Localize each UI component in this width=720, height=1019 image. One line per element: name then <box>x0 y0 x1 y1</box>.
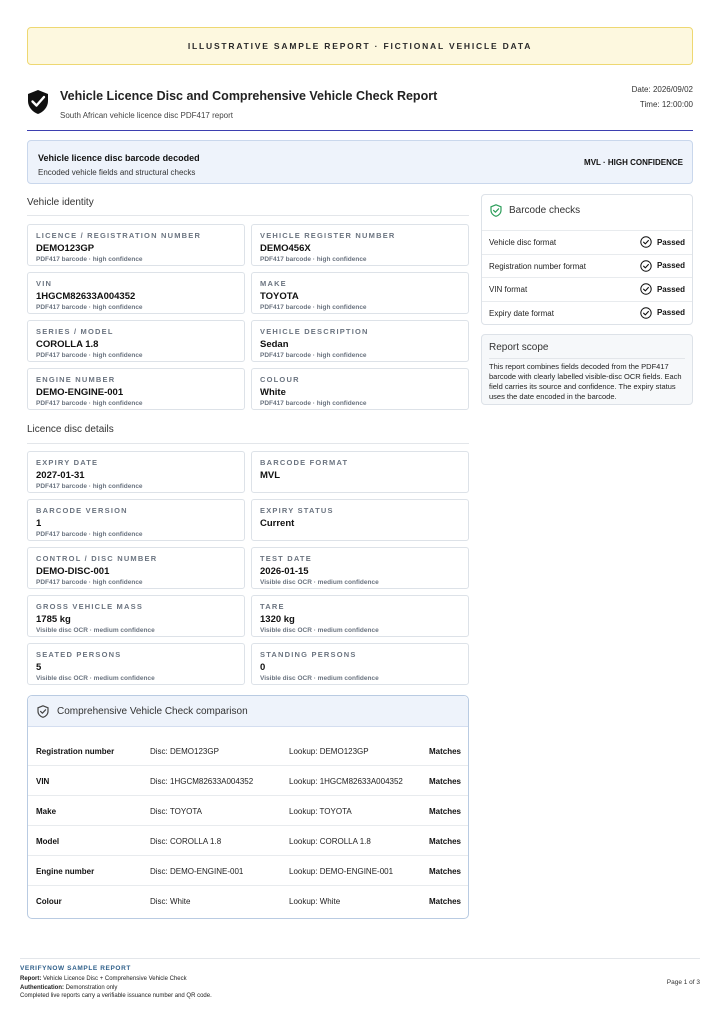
comparison-disc-value: Disc: DEMO123GP <box>150 747 219 756</box>
field-label: EXPIRY STATUS <box>260 506 334 515</box>
comparison-lookup-value: Lookup: White <box>289 897 341 906</box>
field-source: PDF417 barcode · high confidence <box>36 531 143 538</box>
check-result-text: Passed <box>656 237 685 247</box>
comparison-field: Registration number <box>36 747 115 756</box>
check-circle-icon <box>640 236 652 248</box>
page-title: Vehicle Licence Disc and Comprehensive Vehicle Check Report <box>60 89 438 103</box>
field-label: VEHICLE DESCRIPTION <box>260 327 369 336</box>
barcode-checks-panel <box>481 194 693 325</box>
section-title-vehicle-identity: Vehicle identity <box>27 197 94 208</box>
scope-divider <box>489 358 685 359</box>
page-number: Page 1 of 3 <box>666 979 700 986</box>
field-value: 1785 kg <box>36 614 71 625</box>
field-card <box>27 224 245 266</box>
comparison-lookup-value: Lookup: COROLLA 1.8 <box>289 837 371 846</box>
comparison-lookup-value: Lookup: TOYOTA <box>289 807 352 816</box>
field-source: PDF417 barcode · high confidence <box>36 256 143 263</box>
comparison-field: Model <box>36 837 60 846</box>
check-circle-icon <box>640 260 652 272</box>
field-label: SERIES / MODEL <box>36 327 114 336</box>
field-source: PDF417 barcode · high confidence <box>36 579 143 586</box>
field-value: DEMO-DISC-001 <box>36 566 110 577</box>
comparison-row <box>28 766 468 796</box>
comparison-field: Engine number <box>36 867 95 876</box>
shield-check-icon <box>37 705 49 718</box>
field-label: EXPIRY DATE <box>36 458 99 467</box>
comparison-row <box>28 856 468 886</box>
decoded-status-card <box>27 140 693 184</box>
comparison-result: Matches <box>428 747 461 756</box>
field-value: White <box>260 387 286 398</box>
field-label: BARCODE FORMAT <box>260 458 349 467</box>
comparison-field: VIN <box>36 777 50 786</box>
comparison-field: Make <box>36 807 57 816</box>
page-subtitle: South African vehicle licence disc PDF417 report <box>60 111 233 120</box>
field-card <box>251 368 469 410</box>
field-value: Sedan <box>260 339 289 350</box>
field-value: 2026-01-15 <box>260 566 309 577</box>
shield-check-icon <box>490 204 502 217</box>
field-value: 1HGCM82633A004352 <box>36 291 136 302</box>
comparison-disc-value: Disc: White <box>150 897 191 906</box>
comparison-row <box>28 796 468 826</box>
report-header <box>27 84 693 130</box>
field-value: 2027-01-31 <box>36 470 85 481</box>
comparison-disc-value: Disc: COROLLA 1.8 <box>150 837 222 846</box>
comparison-lookup-value: Lookup: DEMO-ENGINE-001 <box>289 867 394 876</box>
check-result <box>640 283 685 295</box>
comparison-header <box>28 696 468 727</box>
comparison-result: Matches <box>428 867 461 876</box>
check-label: VIN format <box>489 285 528 294</box>
field-source: PDF417 barcode · high confidence <box>260 400 367 407</box>
field-label: VIN <box>36 279 53 288</box>
field-label: SEATED PERSONS <box>36 650 122 659</box>
check-label: Vehicle disc format <box>489 238 557 247</box>
field-card <box>251 595 469 637</box>
field-label: TARE <box>260 602 285 611</box>
field-card <box>27 499 245 541</box>
field-label: COLOUR <box>260 375 300 384</box>
field-source: Visible disc OCR · medium confidence <box>260 627 379 634</box>
field-card <box>27 272 245 314</box>
sample-report-banner: ILLUSTRATIVE SAMPLE REPORT · FICTIONAL VEHICLE DATA <box>27 27 693 65</box>
comparison-field: Colour <box>36 897 62 906</box>
barcode-checks-header <box>490 204 580 217</box>
comparison-row <box>28 886 468 916</box>
field-label: STANDING PERSONS <box>260 650 357 659</box>
comparison-row <box>28 826 468 856</box>
check-label: Expiry date format <box>489 308 554 318</box>
field-card <box>27 368 245 410</box>
comparison-disc-value: Disc: TOYOTA <box>150 807 203 816</box>
section-divider <box>27 215 469 216</box>
field-source: Visible disc OCR · medium confidence <box>36 675 155 682</box>
check-result <box>640 260 685 272</box>
field-source: PDF417 barcode · high confidence <box>36 304 143 311</box>
barcode-checks-title: Barcode checks <box>509 205 581 216</box>
confidence-badge: MVL · HIGH CONFIDENCE <box>584 158 683 167</box>
field-value: DEMO-ENGINE-001 <box>36 387 124 398</box>
field-value: DEMO123GP <box>36 243 95 254</box>
field-label: VEHICLE REGISTER NUMBER <box>260 231 396 240</box>
field-card <box>251 224 469 266</box>
comparison-result: Matches <box>428 807 461 816</box>
footer-auth-value: Demonstration only <box>65 985 118 991</box>
field-source: PDF417 barcode · high confidence <box>36 483 143 490</box>
check-result <box>640 236 685 248</box>
report-time: Time: 12:00:00 <box>639 100 693 109</box>
field-label: CONTROL / DISC NUMBER <box>36 554 158 563</box>
footer-report-value: Vehicle Licence Disc + Comprehensive Vehicle Check <box>43 976 187 982</box>
field-source: PDF417 barcode · high confidence <box>260 304 367 311</box>
comparison-result: Matches <box>428 777 461 786</box>
check-result-text: Passed <box>656 261 685 270</box>
field-card <box>251 272 469 314</box>
field-card <box>27 320 245 362</box>
field-card <box>27 643 245 685</box>
field-value: TOYOTA <box>260 291 299 302</box>
comparison-row <box>28 736 468 766</box>
check-row <box>482 301 692 324</box>
field-label: BARCODE VERSION <box>36 506 128 515</box>
field-card <box>251 643 469 685</box>
footer-note: Completed live reports carry a verifiable issuance number and QR code. <box>20 993 212 999</box>
field-card <box>251 320 469 362</box>
footer-auth-line <box>20 985 117 991</box>
check-row <box>482 230 692 253</box>
field-source: Visible disc OCR · medium confidence <box>260 579 379 586</box>
check-circle-icon <box>640 283 652 295</box>
field-source: PDF417 barcode · high confidence <box>36 400 143 407</box>
field-card <box>251 499 469 541</box>
report-date: Date: 2026/09/02 <box>631 85 693 94</box>
comparison-result: Matches <box>428 837 461 846</box>
field-value: MVL <box>260 470 281 481</box>
footer-divider <box>20 958 700 959</box>
comparison-disc-value: Disc: 1HGCM82633A004352 <box>150 777 254 786</box>
field-card <box>251 547 469 589</box>
field-value: COROLLA 1.8 <box>36 339 99 350</box>
report-scope-panel <box>481 334 693 405</box>
field-label: LICENCE / REGISTRATION NUMBER <box>36 231 202 240</box>
field-card <box>251 451 469 493</box>
comparison-lookup-value: Lookup: DEMO123GP <box>289 747 369 756</box>
field-card <box>27 451 245 493</box>
field-value: 1 <box>36 518 42 529</box>
field-value: 5 <box>36 662 42 673</box>
comparison-result: Matches <box>428 897 461 906</box>
field-value: 1320 kg <box>260 614 295 625</box>
vehicle-check-comparison <box>27 695 469 919</box>
field-source: PDF417 barcode · high confidence <box>260 256 367 263</box>
section-title-licence-disc: Licence disc details <box>27 424 114 435</box>
field-label: ENGINE NUMBER <box>36 375 116 384</box>
footer-auth-label: Authentication: <box>20 985 64 991</box>
field-source: PDF417 barcode · high confidence <box>260 352 367 359</box>
check-row <box>482 254 692 277</box>
footer-brand: VERIFYNOW SAMPLE REPORT <box>20 965 131 972</box>
decoded-subtitle: Encoded vehicle fields and structural checks <box>38 168 196 177</box>
check-row <box>482 277 692 300</box>
decoded-title: Vehicle licence disc barcode decoded <box>38 153 200 163</box>
comparison-lookup-value: Lookup: 1HGCM82633A004352 <box>289 777 403 786</box>
check-result-text: Passed <box>656 284 685 294</box>
field-label: MAKE <box>260 279 287 288</box>
check-label: Registration number format <box>489 261 586 271</box>
header-divider <box>27 130 693 131</box>
footer-report-line <box>20 976 187 982</box>
footer-report-label: Report: <box>20 976 42 982</box>
report-scope-text: This report combines fields decoded from the PDF417 barcode with clearly labelled visible-disc OCR fields. Each field carries its source and confidence. The expiry status uses the date encoded in the barcode. <box>489 362 682 401</box>
field-value: DEMO456X <box>260 243 311 254</box>
field-source: PDF417 barcode · high confidence <box>36 352 143 359</box>
field-label: GROSS VEHICLE MASS <box>36 602 144 611</box>
field-label: TEST DATE <box>260 554 312 563</box>
field-source: Visible disc OCR · medium confidence <box>260 675 379 682</box>
field-card <box>27 595 245 637</box>
comparison-disc-value: Disc: DEMO-ENGINE-001 <box>150 867 244 876</box>
field-value: 0 <box>260 662 266 673</box>
field-card <box>27 547 245 589</box>
field-source: Visible disc OCR · medium confidence <box>36 627 155 634</box>
field-value: Current <box>260 518 295 529</box>
check-result-text: Passed <box>656 308 685 317</box>
check-result <box>640 307 685 319</box>
check-circle-icon <box>640 307 652 319</box>
section-divider <box>27 443 469 444</box>
comparison-title: Comprehensive Vehicle Check comparison <box>57 705 248 717</box>
report-scope-title: Report scope <box>489 342 549 353</box>
shield-check-icon <box>27 89 49 115</box>
